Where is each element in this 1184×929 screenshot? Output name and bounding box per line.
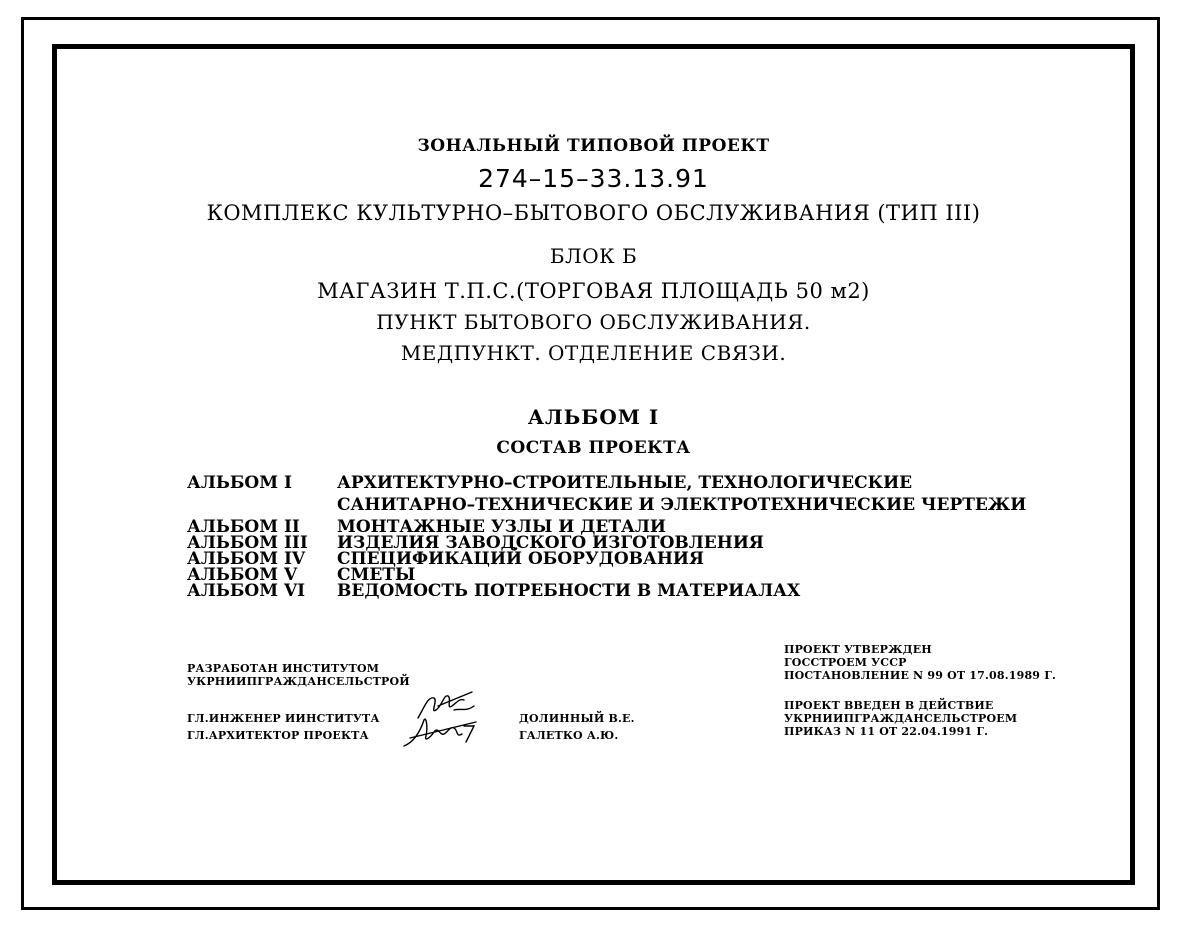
- approval-line-1: ПРОЕКТ УТВЕРЖДЕН: [784, 643, 932, 656]
- staff-names: [519, 712, 635, 742]
- approval-line-3: ПОСТАНОВЛЕНИЕ N 99 ОТ 17.08.1989 Г.: [784, 669, 1057, 682]
- approval-line-6: ПРИКАЗ N 11 ОТ 22.04.1991 Г.: [784, 725, 989, 738]
- header-line-1: ЗОНАЛЬНЫЙ ТИПОВОЙ ПРОЕКТ: [417, 136, 770, 156]
- header-line-5: МАГАЗИН Т.П.С.(ТОРГОВАЯ ПЛОЩАДЬ 50 м2): [317, 279, 870, 303]
- header-line-3: КОМПЛЕКС КУЛЬТУРНО–БЫТОВОГО ОБСЛУЖИВАНИЯ (ТИП III): [206, 201, 981, 225]
- approval-line-5: УКРНИИПГРАЖДАНСЕЛЬСТРОЕМ: [784, 712, 1018, 725]
- staff-role-2: ГЛ.АРХИТЕКТОР ПРОЕКТА: [187, 729, 369, 742]
- developer-line-1: РАЗРАБОТАН ИНСТИТУТОМ: [187, 662, 380, 675]
- enactment-block: [784, 699, 1017, 738]
- album-subtitle: СОСТАВ ПРОЕКТА: [496, 438, 691, 458]
- approval-line-2: ГОССТРОЕМ УССР: [784, 656, 907, 669]
- project-number: 274–15–33.13.91: [478, 164, 709, 193]
- approval-block: [784, 643, 1056, 682]
- developer-line-2: УКРНИИПГРАЖДАНСЕЛЬСТРОЙ: [187, 675, 410, 688]
- approval-line-4: ПРОЕКТ ВВЕДЕН В ДЕЙСТВИЕ: [784, 699, 994, 712]
- staff-roles: [187, 712, 380, 742]
- chief-architect-signature: [402, 712, 482, 750]
- header-line-7: МЕДПУНКТ. ОТДЕЛЕНИЕ СВЯЗИ.: [400, 341, 787, 365]
- staff-name-1: ДОЛИННЫЙ В.Е.: [519, 712, 635, 725]
- header-line-6: ПУНКТ БЫТОВОГО ОБСЛУЖИВАНИЯ.: [376, 310, 811, 334]
- staff-role-1: ГЛ.ИНЖЕНЕР ИИНСТИТУТА: [187, 712, 380, 725]
- album-title: АЛЬБОМ I: [527, 405, 660, 429]
- staff-name-2: ГАЛЕТКО А.Ю.: [519, 729, 619, 742]
- block-title: БЛОК Б: [549, 244, 638, 268]
- developer-block: [187, 662, 410, 688]
